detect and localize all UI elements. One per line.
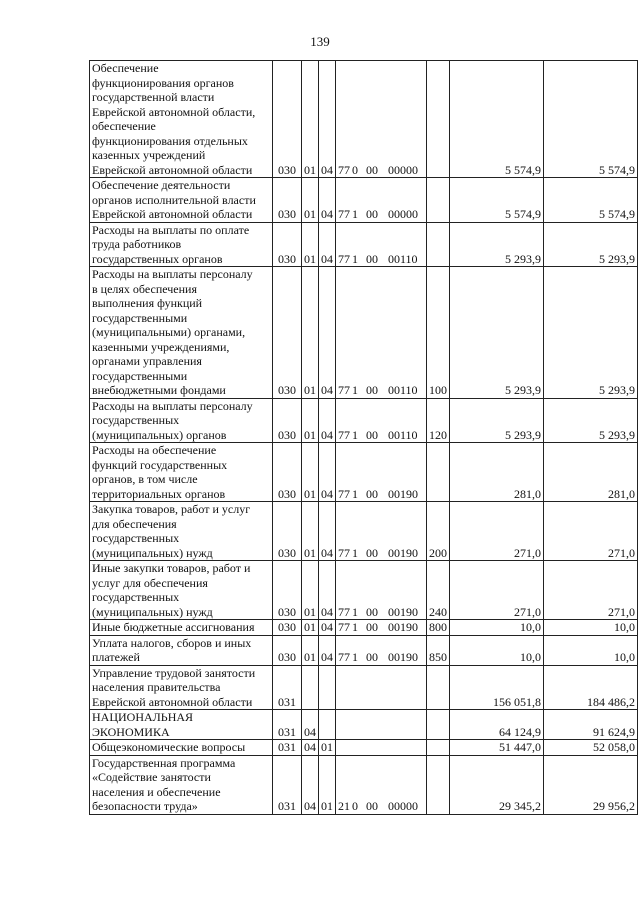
subsection-code-cell: 04: [319, 502, 336, 561]
expense-name-line: в целях обеспечения: [92, 281, 197, 296]
section-code-cell: 01: [302, 635, 319, 665]
target-program-code: 21: [338, 799, 350, 813]
value-year2-cell: 10,0: [544, 635, 638, 665]
expense-type-code-cell: [427, 61, 450, 178]
expense-name-line: (муниципальных) нужд: [92, 604, 213, 619]
value-year1-cell: 281,0: [450, 443, 544, 502]
expense-name-line: Еврейской автономной области: [92, 162, 253, 177]
expense-name-line: населения правительства: [92, 680, 221, 694]
ministry-code-cell: 030: [273, 267, 302, 399]
value-year1-cell: 64 124,9: [450, 710, 544, 740]
target-article-cell: [336, 443, 427, 502]
target-group-code: 00: [366, 207, 378, 221]
target-article-cell: [336, 635, 427, 665]
expense-name-cell: [90, 61, 273, 178]
page-number: 139: [310, 34, 330, 49]
expense-name-line: государственных: [92, 590, 180, 604]
expense-name-line: Управление трудовой занятости: [92, 665, 256, 680]
expense-name-line: Расходы на обеспечение: [92, 443, 217, 457]
subsection-code-cell: 04: [319, 222, 336, 267]
section-code-cell: 01: [302, 178, 319, 223]
value-year2-cell: 5 293,9: [544, 222, 638, 267]
target-subprogram-code: 1: [352, 251, 358, 266]
expense-type-code-cell: [427, 755, 450, 814]
table-row: [90, 502, 638, 561]
target-article-cell: [336, 267, 427, 399]
table-row: [90, 267, 638, 399]
target-program-code: 77: [338, 486, 350, 501]
ministry-code-cell: 030: [273, 561, 302, 620]
target-group-code: 00: [366, 545, 378, 560]
table-row: [90, 635, 638, 665]
expense-type-code-cell: 850: [427, 635, 450, 665]
target-article-cell: [336, 561, 427, 620]
target-program-code: 77: [338, 251, 350, 266]
expense-name-cell: [90, 398, 273, 443]
expense-name-line: органов, в том числе: [92, 472, 198, 486]
expense-name-line: территориальных органов: [92, 486, 226, 501]
value-year1-cell: 156 051,8: [450, 665, 544, 710]
expense-name-line: Иные закупки товаров, работ и: [92, 561, 251, 575]
target-program-code: 77: [338, 207, 350, 221]
ministry-code-cell: 031: [273, 755, 302, 814]
table-row: [90, 561, 638, 620]
expense-type-code-cell: 800: [427, 620, 450, 636]
ministry-code-cell: 030: [273, 222, 302, 267]
expense-name-line: (муниципальных) нужд: [92, 545, 213, 560]
ministry-code-cell: 030: [273, 178, 302, 223]
subsection-code-cell: 04: [319, 178, 336, 223]
ministry-code-cell: 030: [273, 398, 302, 443]
expense-name-cell: [90, 178, 273, 223]
ministry-code-cell: 030: [273, 61, 302, 178]
table-row: [90, 222, 638, 267]
target-subprogram-code: 1: [352, 650, 358, 664]
target-article-cell: [336, 665, 427, 710]
target-subprogram-code: 1: [352, 427, 358, 442]
expense-name-line: органами управления: [92, 354, 202, 368]
expense-name-line: Расходы на выплаты персоналу: [92, 398, 253, 413]
ministry-code-cell: 030: [273, 620, 302, 636]
target-item-code: 00000: [388, 207, 418, 221]
target-item-code: 00000: [388, 162, 418, 177]
target-group-code: 00: [366, 604, 378, 619]
subsection-code-cell: 04: [319, 398, 336, 443]
expense-name-cell: [90, 635, 273, 665]
expense-name-cell: [90, 665, 273, 710]
expense-type-code-cell: [427, 443, 450, 502]
target-article-cell: [336, 740, 427, 756]
target-subprogram-code: 1: [352, 383, 358, 397]
expense-name-line: государственной власти: [92, 90, 215, 104]
section-code-cell: 04: [302, 755, 319, 814]
value-year1-cell: 29 345,2: [450, 755, 544, 814]
target-group-code: 00: [366, 799, 378, 813]
expense-name-line: государственных: [92, 531, 180, 545]
expense-name-line: НАЦИОНАЛЬНАЯ: [92, 710, 194, 724]
expense-name-line: внебюджетными фондами: [92, 383, 226, 397]
expense-name-cell: [90, 443, 273, 502]
value-year1-cell: 10,0: [450, 635, 544, 665]
target-program-code: 77: [338, 383, 350, 397]
expense-name-cell: [90, 502, 273, 561]
section-code-cell: 04: [302, 740, 319, 756]
value-year2-cell: 10,0: [544, 620, 638, 636]
value-year2-cell: 5 293,9: [544, 267, 638, 399]
target-group-code: 00: [366, 486, 378, 501]
section-code-cell: 01: [302, 61, 319, 178]
expense-name-cell: [90, 267, 273, 399]
value-year2-cell: 29 956,2: [544, 755, 638, 814]
expense-name-line: труда работников: [92, 237, 182, 251]
budget-table: [89, 60, 638, 815]
subsection-code-cell: 04: [319, 61, 336, 178]
value-year2-cell: 271,0: [544, 502, 638, 561]
table-row: [90, 755, 638, 814]
value-year1-cell: 271,0: [450, 561, 544, 620]
table-row: [90, 665, 638, 710]
expense-name-cell: [90, 620, 273, 636]
target-article-cell: [336, 620, 427, 636]
target-group-code: 00: [366, 650, 378, 664]
subsection-code-cell: [319, 665, 336, 710]
table-row: [90, 740, 638, 756]
expense-name-cell: [90, 561, 273, 620]
target-group-code: 00: [366, 620, 378, 634]
subsection-code-cell: 04: [319, 561, 336, 620]
target-group-code: 00: [366, 427, 378, 442]
subsection-code-cell: 04: [319, 635, 336, 665]
ministry-code-cell: 031: [273, 710, 302, 740]
target-subprogram-code: 1: [352, 545, 358, 560]
target-article-cell: [336, 755, 427, 814]
expense-name-line: функционирования органов: [92, 75, 234, 90]
expense-name-cell: [90, 710, 273, 740]
table-row: [90, 710, 638, 740]
value-year1-cell: 51 447,0: [450, 740, 544, 756]
target-item-code: 00190: [388, 604, 418, 619]
expense-name-line: государственными: [92, 368, 188, 383]
target-subprogram-code: 0: [352, 162, 358, 177]
table-row: [90, 443, 638, 502]
budget-table-body: [90, 61, 638, 815]
expense-name-line: безопасности труда»: [92, 799, 198, 813]
value-year1-cell: 5 293,9: [450, 222, 544, 267]
expense-name-line: «Содействие занятости: [92, 770, 211, 784]
value-year2-cell: 271,0: [544, 561, 638, 620]
expense-name-line: государственных органов: [92, 251, 223, 266]
expense-name-line: выполнения функций: [92, 296, 203, 310]
expense-name-line: (муниципальных) органов: [92, 427, 227, 442]
target-subprogram-code: 1: [352, 604, 358, 619]
expense-name-line: Обеспечение деятельности: [92, 178, 231, 192]
target-item-code: 00000: [388, 799, 418, 813]
target-subprogram-code: 1: [352, 486, 358, 501]
table-row: [90, 620, 638, 636]
expense-name-line: услуг для обеспечения: [92, 575, 208, 590]
target-subprogram-code: 1: [352, 207, 358, 221]
expense-name-line: государственных: [92, 413, 180, 427]
expense-name-line: функций государственных: [92, 457, 228, 472]
table-row: [90, 398, 638, 443]
target-program-code: 77: [338, 650, 350, 664]
ministry-code-cell: 031: [273, 740, 302, 756]
expense-name-line: ЭКОНОМИКА: [92, 724, 170, 739]
expense-name-cell: [90, 755, 273, 814]
target-program-code: 77: [338, 604, 350, 619]
section-code-cell: 04: [302, 710, 319, 740]
expense-name-line: платежей: [92, 650, 140, 664]
expense-name-line: Государственная программа: [92, 755, 236, 770]
expense-name-line: органов исполнительной власти: [92, 192, 256, 207]
target-article-cell: [336, 398, 427, 443]
value-year2-cell: 5 574,9: [544, 178, 638, 223]
target-article-cell: [336, 178, 427, 223]
target-item-code: 00110: [388, 383, 418, 397]
expense-name-line: казенными учреждениями,: [92, 339, 230, 354]
expense-name-line: Еврейской автономной области: [92, 207, 253, 221]
subsection-code-cell: 04: [319, 443, 336, 502]
target-program-code: 77: [338, 427, 350, 442]
value-year2-cell: 281,0: [544, 443, 638, 502]
subsection-code-cell: 04: [319, 267, 336, 399]
expense-name-line: Закупка товаров, работ и услуг: [92, 502, 251, 516]
expense-name-line: обеспечение: [92, 119, 156, 133]
subsection-code-cell: 01: [319, 740, 336, 756]
subsection-code-cell: [319, 710, 336, 740]
section-code-cell: 01: [302, 222, 319, 267]
value-year1-cell: 10,0: [450, 620, 544, 636]
expense-name-line: Иные бюджетные ассигнования: [92, 620, 255, 634]
target-item-code: 00110: [388, 427, 418, 442]
value-year1-cell: 5 293,9: [450, 398, 544, 443]
target-group-code: 00: [366, 162, 378, 177]
target-group-code: 00: [366, 383, 378, 397]
value-year2-cell: 5 293,9: [544, 398, 638, 443]
expense-name-line: Обеспечение: [92, 61, 159, 75]
target-program-code: 77: [338, 620, 350, 634]
expense-name-cell: [90, 222, 273, 267]
section-code-cell: 01: [302, 561, 319, 620]
expense-type-code-cell: 240: [427, 561, 450, 620]
section-code-cell: 01: [302, 443, 319, 502]
target-item-code: 00190: [388, 650, 418, 664]
target-item-code: 00190: [388, 486, 418, 501]
value-year1-cell: 5 574,9: [450, 61, 544, 178]
expense-name-line: Общеэкономические вопросы: [92, 740, 246, 754]
expense-type-code-cell: [427, 710, 450, 740]
ministry-code-cell: 031: [273, 665, 302, 710]
section-code-cell: 01: [302, 620, 319, 636]
subsection-code-cell: 01: [319, 755, 336, 814]
expense-type-code-cell: [427, 665, 450, 710]
target-subprogram-code: 0: [352, 799, 358, 813]
value-year2-cell: 184 486,2: [544, 665, 638, 710]
subsection-code-cell: 04: [319, 620, 336, 636]
value-year1-cell: 271,0: [450, 502, 544, 561]
expense-name-line: населения и обеспечение: [92, 784, 221, 799]
expense-name-line: Уплата налогов, сборов и иных: [92, 635, 252, 650]
expense-name-line: (муниципальными) органами,: [92, 325, 246, 339]
target-article-cell: [336, 710, 427, 740]
expense-type-code-cell: [427, 740, 450, 756]
section-code-cell: 01: [302, 267, 319, 399]
value-year1-cell: 5 293,9: [450, 267, 544, 399]
expense-type-code-cell: [427, 222, 450, 267]
target-program-code: 77: [338, 545, 350, 560]
target-article-cell: [336, 502, 427, 561]
target-item-code: 00110: [388, 251, 418, 266]
table-row: [90, 61, 638, 178]
target-item-code: 00190: [388, 545, 418, 560]
section-code-cell: 01: [302, 502, 319, 561]
value-year1-cell: 5 574,9: [450, 178, 544, 223]
expense-name-line: государственными: [92, 310, 188, 325]
target-subprogram-code: 1: [352, 620, 358, 634]
expense-name-line: Расходы на выплаты персоналу: [92, 267, 253, 281]
value-year2-cell: 5 574,9: [544, 61, 638, 178]
expense-name-line: для обеспечения: [92, 516, 177, 531]
value-year2-cell: 52 058,0: [544, 740, 638, 756]
table-row: [90, 178, 638, 223]
expense-name-line: Еврейской автономной области,: [92, 104, 256, 119]
expense-type-code-cell: 200: [427, 502, 450, 561]
expense-name-cell: [90, 740, 273, 756]
target-program-code: 77: [338, 162, 350, 177]
ministry-code-cell: 030: [273, 443, 302, 502]
target-article-cell: [336, 61, 427, 178]
target-article-cell: [336, 222, 427, 267]
expense-name-line: казенных учреждений: [92, 148, 206, 162]
expense-type-code-cell: 120: [427, 398, 450, 443]
ministry-code-cell: 030: [273, 502, 302, 561]
value-year2-cell: 91 624,9: [544, 710, 638, 740]
expense-name-line: Расходы на выплаты по оплате: [92, 222, 250, 237]
expense-type-code-cell: 100: [427, 267, 450, 399]
target-group-code: 00: [366, 251, 378, 266]
expense-name-line: Еврейской автономной области: [92, 694, 253, 709]
ministry-code-cell: 030: [273, 635, 302, 665]
expense-name-line: функционирования отдельных: [92, 133, 248, 148]
section-code-cell: [302, 665, 319, 710]
expense-type-code-cell: [427, 178, 450, 223]
target-item-code: 00190: [388, 620, 418, 634]
section-code-cell: 01: [302, 398, 319, 443]
